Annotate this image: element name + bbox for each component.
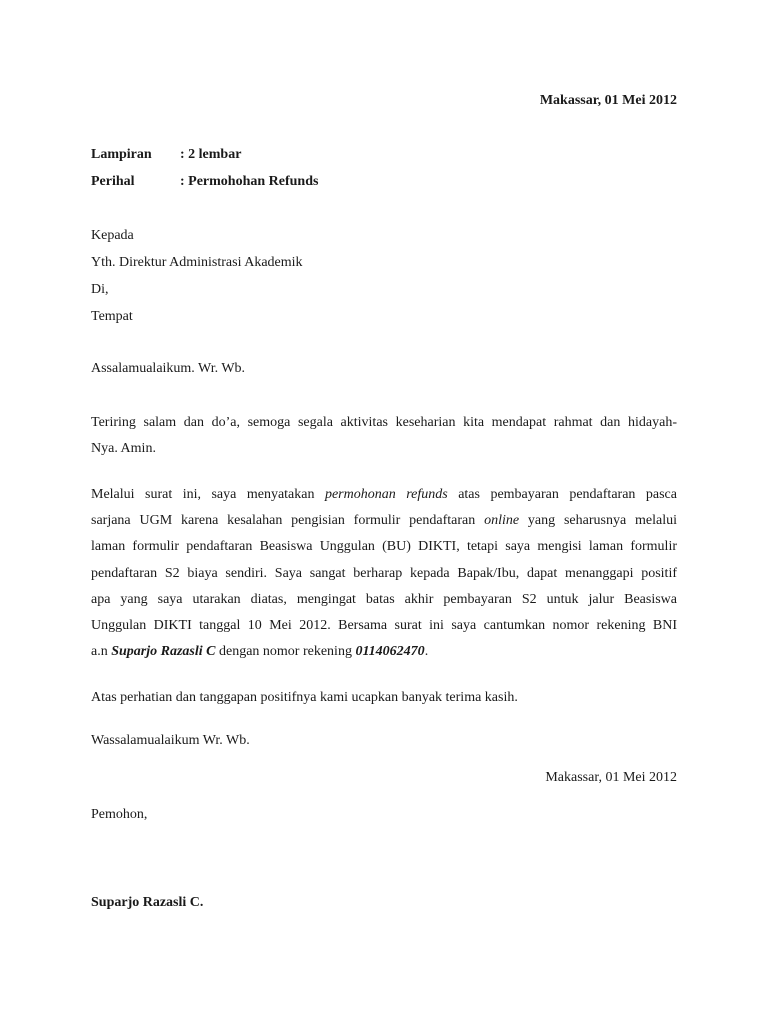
emphasis-online: online [484, 513, 520, 529]
body-line: apa yang saya utarakan diatas, mengingat batas akhir pembayaran S2 untuk jalur Beasiswa [91, 591, 677, 607]
recipient-place: Tempat [91, 309, 133, 324]
subject-label: Perihal [91, 174, 135, 189]
signature-name: Suparjo Razasli C. [91, 895, 204, 910]
opening-line: Teriring salam dan do’a, semoga segala aktivitas keseharian kita mendapat rahmat dan hidayah- [91, 415, 677, 430]
body-paragraph [91, 482, 677, 665]
opening-paragraph [91, 410, 677, 462]
place-date-top: Makassar, 01 Mei 2012 [539, 93, 677, 108]
emphasis-refunds: permohonan refunds [324, 487, 448, 502]
subject-value: : Permohohan Refunds [180, 174, 319, 189]
attachment-value: : 2 lembar [180, 147, 242, 162]
greeting: Assalamualaikum. Wr. Wb. [91, 361, 246, 376]
recipient-at: Di, [91, 282, 109, 297]
body-line: a.n Suparjo Razasli C dengan nomor rekening 0114062470. [91, 644, 429, 660]
body-line: sarjana UGM karena kesalahan pengisian formulir pendaftaran online yang seharusnya melalui [91, 513, 678, 529]
body-line: Unggulan DIKTI tanggal 10 Mei 2012. Bersama surat ini saya cantumkan nomor rekening BNI [91, 617, 677, 633]
body-line: laman formulir pendaftaran Beasiswa Unggulan (BU) DIKTI, tetapi saya mengisi laman formulir [91, 539, 677, 555]
recipient-to: Kepada [91, 228, 134, 243]
account-holder-name: Suparjo Razasli C [111, 644, 216, 660]
closing-greeting: Wassalamualaikum Wr. Wb. [91, 733, 250, 748]
recipient-name: Yth. Direktur Administrasi Akademik [91, 255, 303, 270]
applicant-label: Pemohon, [91, 807, 148, 822]
thanks-line: Atas perhatian dan tanggapan positifnya kami ucapkan banyak terima kasih. [91, 690, 518, 705]
place-date-bottom: Makassar, 01 Mei 2012 [545, 770, 677, 785]
attachment-label: Lampiran [91, 147, 152, 162]
body-line: Melalui surat ini, saya menyatakan permohonan refunds atas pembayaran pendaftaran pasca [91, 487, 677, 502]
opening-line: Nya. Amin. [91, 441, 156, 457]
account-number: 0114062470 [355, 644, 425, 660]
body-line: pendaftaran S2 biaya sendiri. Saya sangat berharap kepada Bapak/Ibu, dapat menanggapi positif [91, 565, 677, 581]
